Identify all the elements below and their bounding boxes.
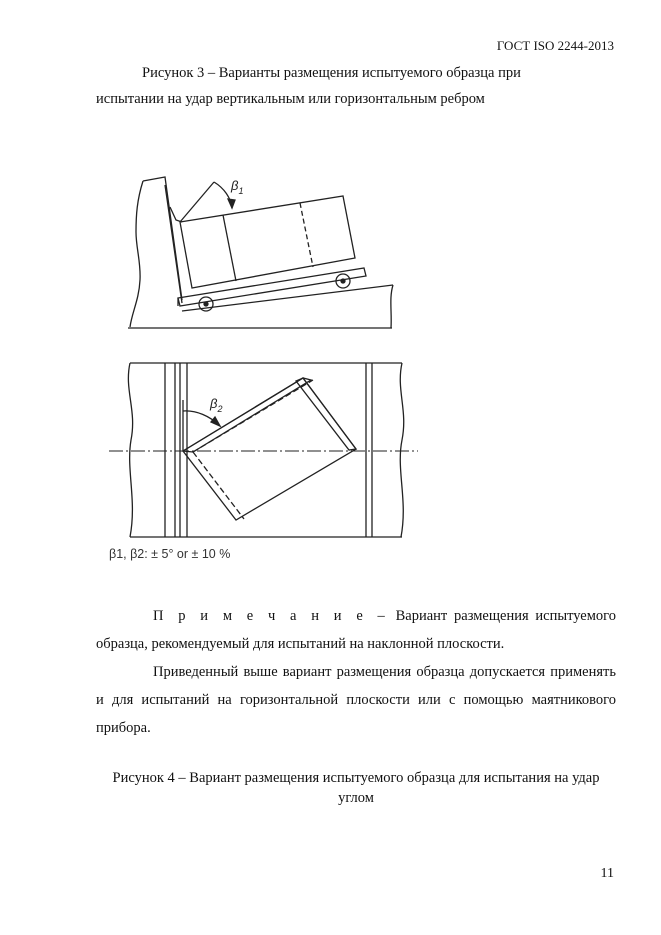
break-line-right	[391, 285, 393, 328]
beta2-label: $\beta_2$	[210, 396, 223, 414]
note-paragraph-2: Приведенный выше вариант размещения образца допускается применять и для испытаний на горизонтальной плоскости или с помощью маятникового прибора.	[96, 664, 616, 736]
tolerance-label: β1, β2: ± 5° or ± 10 %	[109, 547, 231, 561]
document-header: ГОСТ ISO 2244-2013	[496, 38, 614, 53]
plan-break-right	[400, 363, 403, 537]
note-label: П р и м е ч а н и е –	[153, 608, 389, 624]
specimen-box-horizontal-edge	[183, 378, 356, 520]
figure-3-caption-line-1: Рисунок 3 – Варианты размещения испытуемого образца при	[142, 65, 521, 81]
impact-wall	[143, 177, 182, 300]
break-line-left	[130, 181, 143, 327]
beta1-label: $\beta_1$	[231, 178, 244, 196]
note-paragraph-1	[96, 602, 616, 658]
page-number: 11	[600, 866, 614, 881]
figure-4-caption: Рисунок 4 – Вариант размещения испытуемого образца для испытания на удар углом	[112, 770, 600, 806]
note-text-1: Вариант размещения испытуемого образца, рекомендуемый для испытаний на наклонной плоскости.	[96, 608, 617, 652]
figure-3-caption-line-2: испытании на удар вертикальным или горизонтальным ребром	[96, 91, 485, 107]
plan-break-left	[128, 363, 132, 537]
